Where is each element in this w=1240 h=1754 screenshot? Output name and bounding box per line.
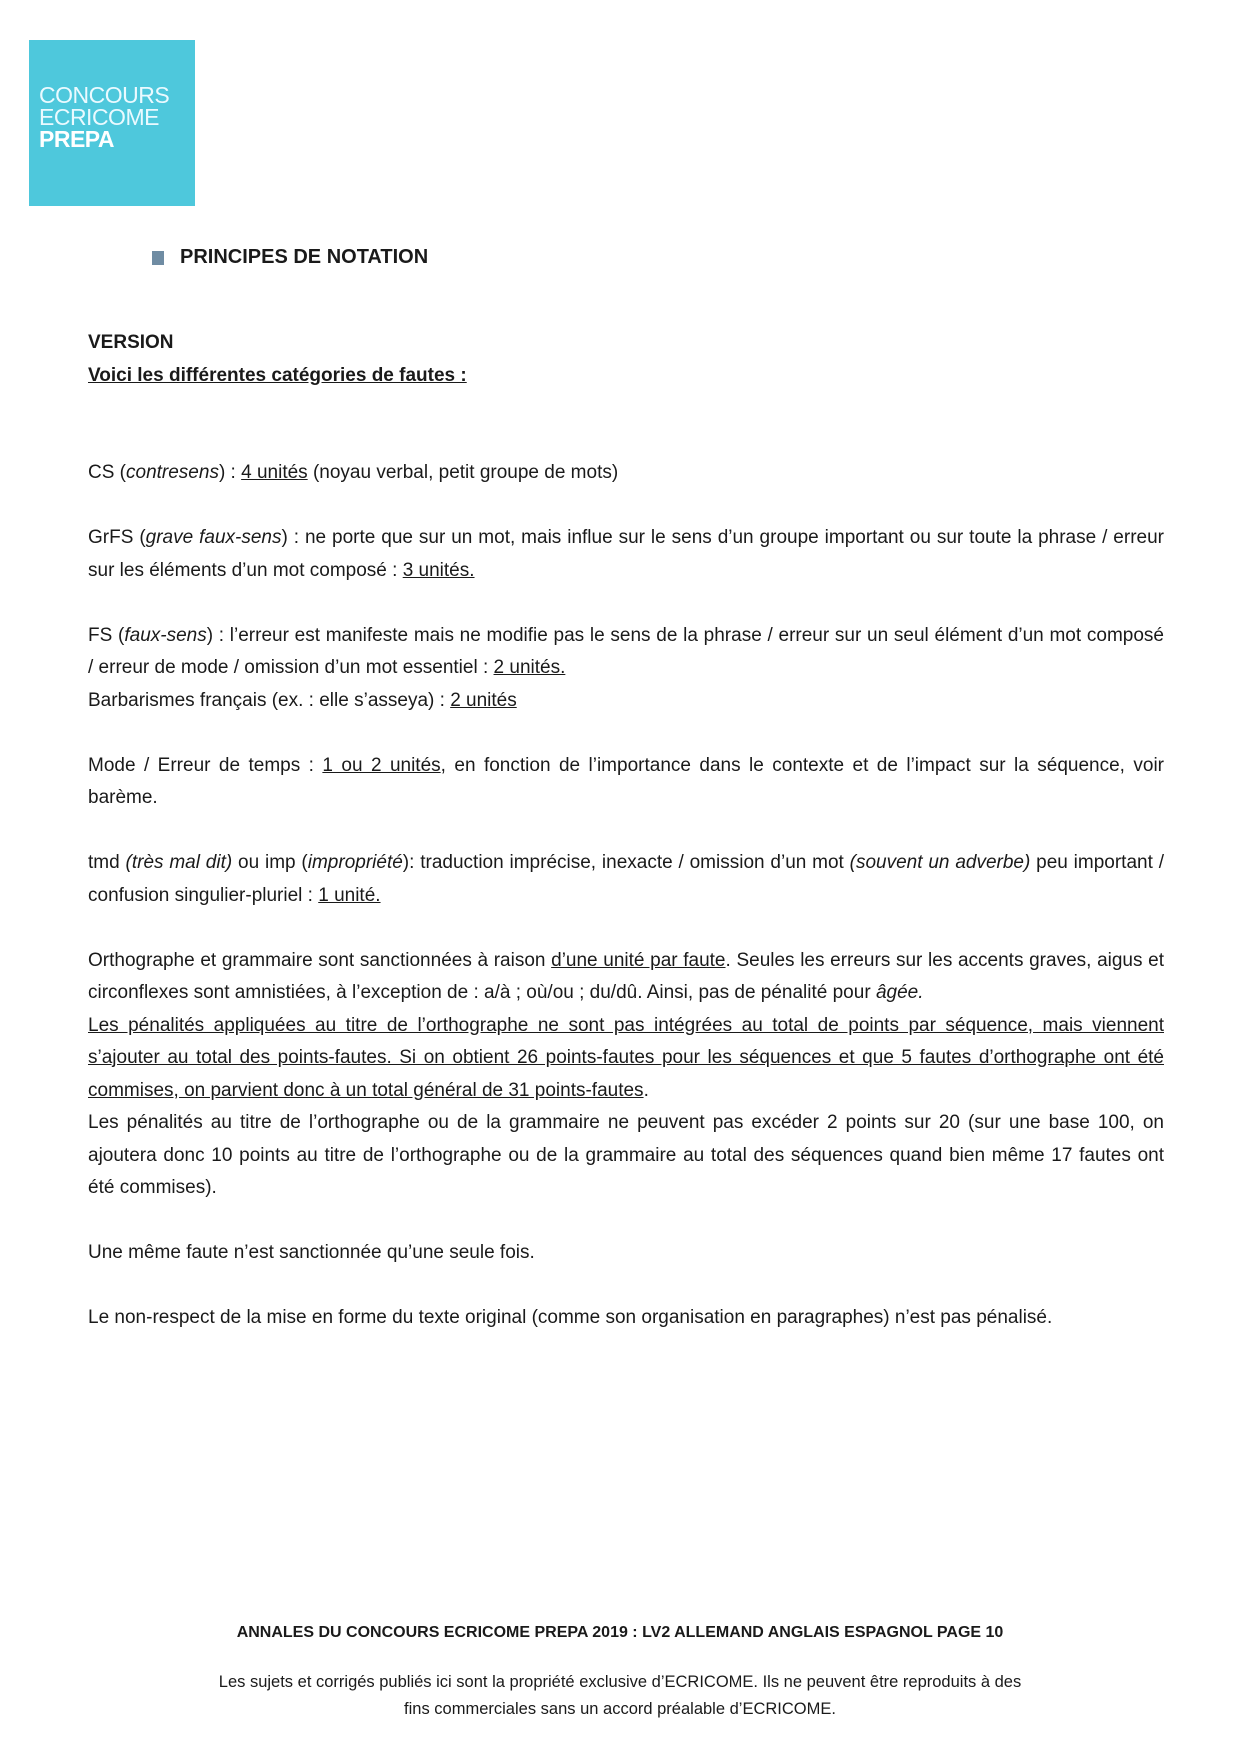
section-title xyxy=(152,246,428,269)
rule-mode: Mode / Erreur de temps : 1 ou 2 unités, en fonction de l’importance dans le contexte et de l’impact sur la séquence, voir barème. xyxy=(88,754,1164,808)
rule-barbarismes: Barbarismes français (ex. : elle s’asseya) : 2 unités xyxy=(88,689,517,711)
footer-title: ANNALES DU CONCOURS ECRICOME PREPA 2019 : LV2 ALLEMAND ANGLAIS ESPAGNOL PAGE 10 xyxy=(236,1624,1004,1641)
rule-mise-en-forme: Le non-respect de la mise en forme du texte original (comme son organisation en paragraphes) n’est pas pénalisé. xyxy=(88,1307,1053,1328)
ecricome-logo xyxy=(29,40,195,206)
rule-penalites: Les pénalités appliquées au titre de l’orthographe ne sont pas intégrées au total de points par séquence, mais viennent s’ajouter au total des points-fautes. Si on obtient 26 points-fautes pour les séquences et que 5 fautes d’orthographe ont été commises, on parvient donc à un total général de 31 points-fautes. xyxy=(88,1014,1164,1101)
intro-heading: Voici les différentes catégories de fautes : xyxy=(88,364,467,386)
rule-plafond: Les pénalités au titre de l’orthographe ou de la grammaire ne peuvent pas excéder 2 points sur 20 (sur une base 100, on ajoutera donc 10 points au titre de l’orthographe ou de la grammaire au total des séquences quand bien même 17 fautes ont été commises). xyxy=(88,1112,1164,1198)
section-title-text: PRINCIPES DE NOTATION xyxy=(180,246,429,268)
rule-meme-faute: Une même faute n’est sanctionnée qu’une seule fois. xyxy=(88,1242,535,1263)
logo-line-concours: CONCOURS xyxy=(39,82,170,108)
rule-fs: FS (faux-sens) : l’erreur est manifeste mais ne modifie pas le sens de la phrase / erreur sur un seul élément d’un mot composé / erreur de mode / omission d’un mot essentiel : 2 unités. xyxy=(88,624,1164,678)
footer-note-line-1: Les sujets et corrigés publiés ici sont la propriété exclusive d’ECRICOME. Ils ne peuvent être reproduits à des xyxy=(218,1673,1022,1691)
footer-note-line-2: fins commerciales sans un accord préalable d’ECRICOME. xyxy=(404,1700,836,1718)
rule-tmd: tmd (très mal dit) ou imp (impropriété): traduction imprécise, inexacte / omission d’un mot (souvent un adverbe) peu important / confusion singulier-pluriel : 1 unité. xyxy=(88,852,1164,906)
version-heading: VERSION xyxy=(88,332,174,353)
rule-orthographe: Orthographe et grammaire sont sanctionnées à raison d’une unité par faute. Seules les erreurs sur les accents graves, aigus et circonflexes sont amnistiées, à l’exception de : a/à ; où/ou ; du/dû. Ainsi, pas de pénalité pour âgée. xyxy=(88,949,1165,1003)
logo-line-prepa: PREPA xyxy=(39,126,115,152)
logo-line-ecricome: ECRICOME xyxy=(39,104,159,130)
square-bullet-icon xyxy=(152,251,164,265)
rule-cs: CS (contresens) : 4 unités (noyau verbal, petit groupe de mots) xyxy=(88,462,619,483)
footer-copyright-note xyxy=(0,1669,1240,1723)
document-body xyxy=(88,327,1164,1335)
rule-grfs: GrFS (grave faux-sens) : ne porte que sur un mot, mais influe sur le sens d’un groupe important ou sur toute la phrase / erreur sur les éléments d’un mot composé : 3 unités. xyxy=(88,527,1164,581)
